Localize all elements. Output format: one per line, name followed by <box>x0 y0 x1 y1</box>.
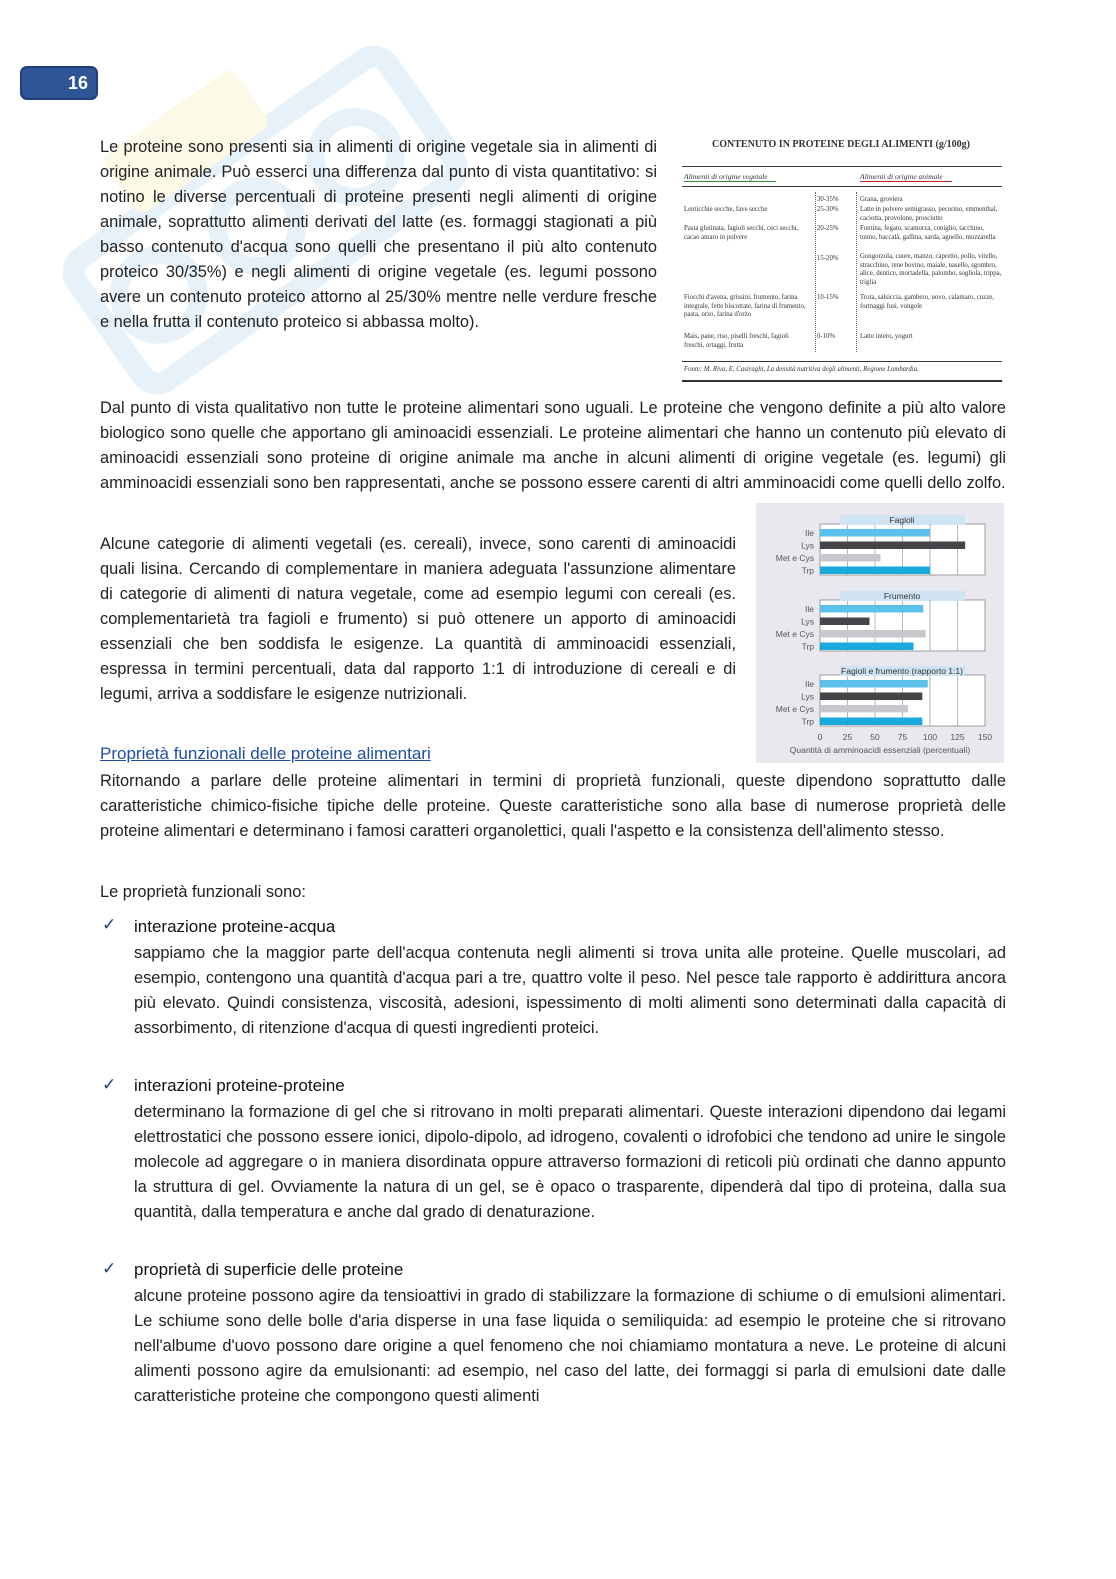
chart-bar <box>820 705 908 713</box>
table-rule-bottom <box>682 361 1002 362</box>
amino-acid-chart-svg <box>756 503 1004 763</box>
table-divider-right <box>856 192 857 352</box>
amino-acid-chart <box>756 503 1004 763</box>
chart-bar <box>820 605 923 613</box>
bullet-text-protein-protein: determinano la formazione di gel che si ritrovano in molti preparati alimentari. Queste interazioni dipendono dai legami elettrostatici che possono essere ionici, dipolo-dipolo, ad idrogeno, covalenti o idrofobici che tendono ad unire le singole molecole ad aggregare o in maniera disordinata oppure attraverso formazioni di reticoli più ordinati che danno appunto la struttura di gel. Ovviamente la natura di un gel, se è opaco o trasparente, dipenderà dal tipo di proteina, dalla sua quantità, dalla temperatura e anche dal grado di denaturazione. <box>134 1103 1006 1221</box>
section-heading-functional-properties: Proprietà funzionali delle proteine alimentari <box>100 744 431 763</box>
table-header-animal: Alimenti di origine animale <box>860 172 943 181</box>
check-icon: ✓ <box>102 915 117 934</box>
chart-x-tick-label: 125 <box>950 732 965 742</box>
table-row-animal: Latte intero, yogurt <box>860 333 913 340</box>
chart-category-label: Ile <box>805 604 814 614</box>
table-row-vegetal: Lenticchie secche, fave secche <box>684 206 768 213</box>
table-row-vegetal: Mais, pane, riso, piselli freschi, fagioli freschi, ortaggi, frutta <box>684 333 789 349</box>
chart-bar <box>820 643 914 651</box>
table-row-vegetal: Pasta glutinata, fagioli secchi, ceci secchi, cacao amaro in polvere <box>684 225 799 241</box>
chart-category-label: Trp <box>801 641 814 652</box>
chart-x-tick-label: 50 <box>870 732 880 742</box>
paragraph-complementarity: Alcune categorie di alimenti vegetali (es. cereali), invece, sono carenti di aminoacidi quali lisina. Cercando di complementare in maniera adeguata l'assunzione alimentare di categorie di alimenti di natura vegetale, come ad esempio legumi con cereali (es. complementarietà tra fagioli e frumento) si può ottenere un apporto di aminoacidi essenziali che ben soddisfa le esigenze. La quantità di amminoacidi essenziali, espressa in termini percentuali, data dal rapporto 1:1 di introduzione di cereali e di legumi, arriva a soddisfare le esigenze nutrizionali. <box>100 535 736 703</box>
chart-bar <box>820 529 930 537</box>
table-row-animal: Trota, salsiccia, gambero, uovo, calamaro, cozze, formaggi fusi, vongole <box>860 294 994 310</box>
chart-x-tick-label: 150 <box>977 732 993 742</box>
chart-bar <box>820 693 922 701</box>
table-row-range: 25-30% <box>817 206 839 213</box>
table-row-range: 0-10% <box>817 333 836 340</box>
bullet-title-surface-properties: proprietà di superficie delle proteine <box>134 1260 404 1279</box>
chart-bar <box>820 630 926 638</box>
chart-panel-title: Fagioli <box>889 515 915 525</box>
paragraph-list-intro: Le proprietà funzionali sono: <box>100 883 306 901</box>
table-row-range: 15-20% <box>817 255 839 262</box>
chart-x-tick-label: 75 <box>897 732 908 742</box>
paragraph-protein-quality: Dal punto di vista qualitativo non tutte le proteine alimentari sono uguali. Le proteine che vengono definite a più alto valore biologico sono quelle che apportano gli aminoacidi essenziali. Le proteine alimentari che hanno un contenuto più elevato di aminoacidi essenziali sono proteine di origine animale ma anche in alcuni alimenti di origine vegetale (es. legumi) gli amminoacidi essenziali sono ben rappresentati, anche se possono essere carenti di altri amminoacidi come quelli dello zolfo. <box>100 399 1006 492</box>
table-rule-end <box>682 380 1002 382</box>
chart-bar <box>820 554 881 562</box>
table-row-vegetal: Fiocchi d'avena, grissini, frumento, farina integrale, fette biscottate, farina di frumento, pasta, orzo, farina d'orzo <box>684 294 806 319</box>
bullet-title-protein-protein: interazioni proteine-proteine <box>134 1076 345 1095</box>
table-row-range: 20-25% <box>817 225 839 232</box>
chart-category-label: Met e Cys <box>775 553 814 563</box>
table-row-animal: Grana, groviera <box>860 196 903 203</box>
chart-category-label: Met e Cys <box>775 629 814 639</box>
check-icon: ✓ <box>102 1075 117 1094</box>
header-underline-vegetal <box>684 181 776 182</box>
chart-bar <box>820 680 928 688</box>
paragraph-protein-sources: Le proteine sono presenti sia in alimenti di origine vegetale sia in alimenti di origine animale. Può esserci una differenza dal punto di vista quantitativo: si notino le diverse percentuali di proteine presenti negli alimenti di origine animale, soprattutto alimenti derivati del latte (es. formaggi stagionati a più basso contenuto d'acqua sono quelli che presentano il più alto contenuto proteico 30/35%) e negli alimenti di origine vegetale (es. legumi possono avere un contenuto proteico attorno al 25/30% mentre nelle verdure fresche e nella frutta il contenuto proteico si abbassa molto). <box>100 138 657 331</box>
chart-category-label: Ile <box>805 528 814 538</box>
table-title: CONTENUTO IN PROTEINE DEGLI ALIMENTI (g/100g) <box>712 139 970 150</box>
chart-category-label: Lys <box>801 691 814 702</box>
chart-category-label: Lys <box>801 540 814 551</box>
chart-bar <box>820 542 965 550</box>
table-rule-top <box>682 166 1002 167</box>
chart-x-tick-label: 0 <box>817 732 823 742</box>
protein-content-table <box>678 134 1004 386</box>
table-row-range: 10-15% <box>817 294 839 301</box>
table-divider-left <box>815 192 816 352</box>
table-header-vegetal: Alimenti di origine vegetale <box>684 172 768 181</box>
table-row-animal: Gongorzola, cuore, manzo, capretto, pollo, vitello, stracchino, rene bovino, maiale, nasello, sgombro, alice, dentice, mortadella, palombo, sogliola, trippa, triglia <box>860 253 1002 286</box>
header-underline-animal <box>860 181 952 182</box>
chart-category-label: Lys <box>801 616 814 627</box>
chart-panel-title: Frumento <box>883 591 921 601</box>
chart-panel-title: Fagioli e frumento (rapporto 1:1) <box>841 666 963 676</box>
chart-bar <box>820 618 870 626</box>
chart-category-label: Trp <box>801 716 814 727</box>
bullet-text-protein-water: sappiamo che la maggior parte dell'acqua contenuta negli alimenti si trova unita alle proteine. Quelle muscolari, ad esempio, contengono una quantità d'acqua pari a tre, quattro volte il peso. Nel pesce tale rapporto è addirittura ancora più elevato. Quindi consistenza, viscosità, adesioni, ispessimento di molti alimenti sono determinati dalla capacità di assorbimento, di ritenzione d'acqua di questi ingredienti proteici. <box>134 944 1006 1037</box>
paragraph-functional-properties: Ritornando a parlare delle proteine alimentari in termini di proprietà funzionali, queste dipendono soprattutto dalle caratteristiche chimico-fisiche tipiche delle proteine. Queste caratteristiche sono alla base di numerose proprietà delle proteine alimentari e determinano i famosi caratteri organolettici, quali l'aspetto e la consistenza dell'alimento stesso. <box>100 772 1006 840</box>
chart-bar <box>820 718 922 726</box>
chart-x-tick-label: 25 <box>842 732 853 742</box>
chart-x-axis-label: Quantità di amminoacidi essenziali (percentuali) <box>789 745 971 755</box>
chart-category-label: Trp <box>801 565 814 576</box>
chart-bar <box>820 567 930 575</box>
chart-category-label: Met e Cys <box>775 704 814 714</box>
page-number-badge: 16 <box>20 66 98 100</box>
check-icon: ✓ <box>102 1259 117 1278</box>
bullet-title-protein-water: interazione proteine-acqua <box>134 917 336 936</box>
chart-category-label: Ile <box>805 679 814 689</box>
table-source: Fonte: M. Riva, E. Casiraghi, La densità nutritiva degli alimenti, Regione Lombardia. <box>684 366 919 373</box>
table-row-range: 30-35% <box>817 196 839 203</box>
table-rule-header <box>682 186 1002 187</box>
table-row-animal: Fontina, fegato, scamorza, coniglio, tacchino, tonno, baccalà, gallina, sarda, agnello, mozzarella <box>860 225 996 241</box>
chart-x-tick-label: 100 <box>922 732 938 742</box>
table-row-animal: Latte in polvere semigrasso, pecorino, emmenthal, caciotta, provolone, prosciutto <box>860 206 998 222</box>
bullet-text-surface-properties: alcune proteine possono agire da tensioattivi in grado di stabilizzare la formazione di schiume o di emulsioni alimentari. Le schiume sono delle bolle d'aria disperse in una fase liquida o semiliquida: ad esempio le proteine che si ritrovano nell'albume d'uovo possono dare origine a quel fenomeno che noi chiamiamo montatura a neve. Le proteine di alcuni alimenti possono agire da emulsionanti: ad esempio, nel caso del latte, dei formaggi si parla di emulsioni date dalle caratteristiche proteine che compongono questi alimenti <box>134 1287 1006 1405</box>
